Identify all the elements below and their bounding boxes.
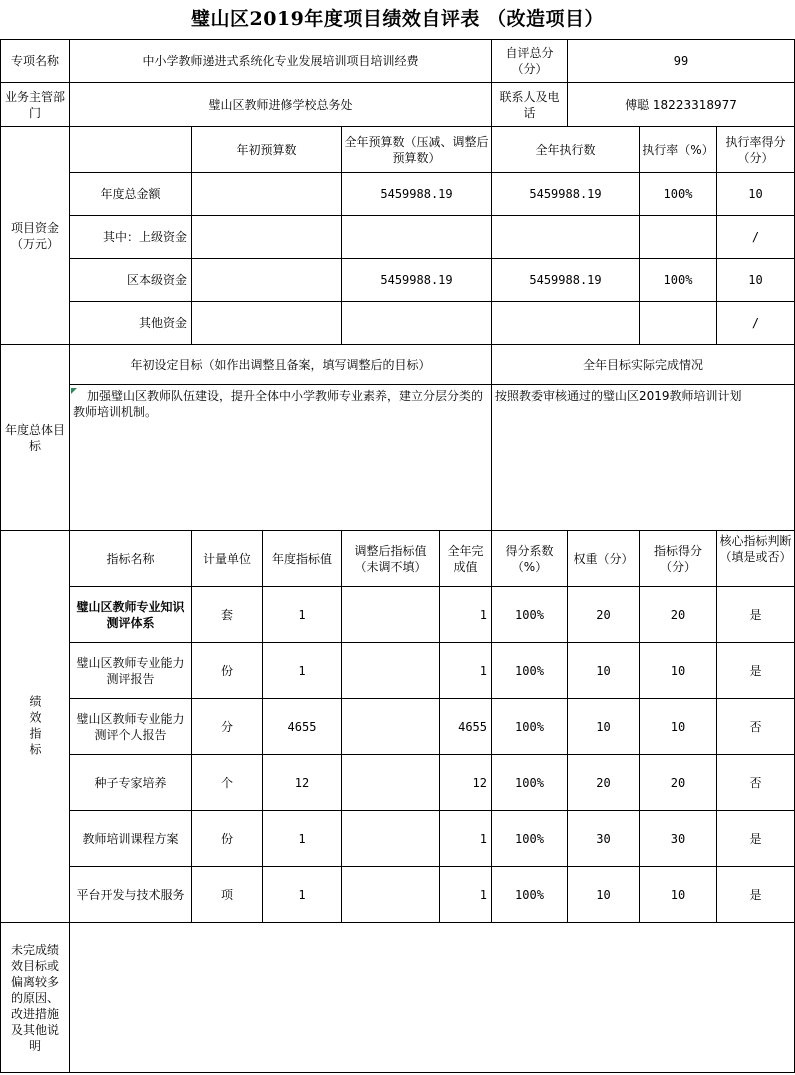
ind-row-core: 是 (717, 587, 795, 643)
ind-row-target: 1 (263, 867, 342, 923)
funds-header-rate: 执行率（%） (640, 127, 717, 173)
project-name-value: 中小学教师递进式系统化专业发展培训项目培训经费 (70, 39, 492, 83)
ind-row-actual: 4655 (440, 699, 492, 755)
ind-row-coef: 100% (492, 755, 568, 811)
ind-row-core: 是 (717, 643, 795, 699)
ind-row-actual: 1 (440, 867, 492, 923)
funds-header-executed: 全年执行数 (492, 127, 640, 173)
ind-row-name: 璧山区教师专业知识测评体系 (70, 587, 192, 643)
ind-row-actual: 1 (440, 587, 492, 643)
cell-comment-marker (71, 388, 77, 394)
ind-header-adjusted: 调整后指标值（未调不填） (342, 531, 440, 587)
ind-row-name: 教师培训课程方案 (70, 811, 192, 867)
ind-row-weight: 20 (568, 587, 640, 643)
ind-row-core: 是 (717, 811, 795, 867)
ind-row-name: 种子专家培养 (70, 755, 192, 811)
ind-row-coef: 100% (492, 643, 568, 699)
funds-row-executed (492, 302, 640, 345)
ind-row-coef: 100% (492, 811, 568, 867)
funds-row-score: / (717, 216, 795, 259)
funds-header-score: 执行率得分（分） (717, 127, 795, 173)
ind-row-unit: 分 (192, 699, 263, 755)
funds-row-annual: 5459988.19 (342, 173, 492, 216)
funds-header-initial: 年初预算数 (192, 127, 342, 173)
remarks-label: 未完成绩效目标或偏离较多的原因、改进措施及其他说明 (0, 923, 70, 1073)
ind-row-adjusted (342, 811, 440, 867)
ind-row-actual: 12 (440, 755, 492, 811)
ind-row-core: 否 (717, 755, 795, 811)
ind-row-name: 平台开发与技术服务 (70, 867, 192, 923)
funds-row-annual: 5459988.19 (342, 259, 492, 302)
ind-row-weight: 30 (568, 811, 640, 867)
ind-row-actual: 1 (440, 811, 492, 867)
funds-row-label: 其中：上级资金 (70, 216, 192, 259)
ind-row-target: 1 (263, 811, 342, 867)
ind-header-actual: 全年完成值 (440, 531, 492, 587)
funds-row-executed: 5459988.19 (492, 173, 640, 216)
contact-value: 傅聪 18223318977 (568, 83, 795, 127)
funds-row-label: 区本级资金 (70, 259, 192, 302)
ind-header-unit: 计量单位 (192, 531, 263, 587)
ind-row-core: 否 (717, 699, 795, 755)
ind-row-target: 12 (263, 755, 342, 811)
goals-initial-text: 加强璧山区教师队伍建设，提升全体中小学教师专业素养，建立分层分类的教师培训机制。 (70, 385, 492, 531)
goals-actual-header: 全年目标实际完成情况 (492, 345, 795, 385)
ind-row-actual: 1 (440, 643, 492, 699)
ind-row-weight: 10 (568, 867, 640, 923)
funds-row-initial (192, 216, 342, 259)
ind-row-unit: 份 (192, 643, 263, 699)
goals-section-label: 年度总体目标 (0, 345, 70, 531)
dept-value: 璧山区教师进修学校总务处 (70, 83, 492, 127)
funds-row-label: 其他资金 (70, 302, 192, 345)
page-title: 璧山区2019年度项目绩效自评表 （改造项目） (191, 8, 604, 30)
funds-row-initial (192, 259, 342, 302)
indicators-section-label (0, 531, 70, 923)
self-score-value: 99 (568, 39, 795, 83)
ind-row-score: 20 (640, 587, 717, 643)
ind-row-target: 1 (263, 643, 342, 699)
ind-header-target: 年度指标值 (263, 531, 342, 587)
funds-row-score: 10 (717, 173, 795, 216)
ind-row-score: 10 (640, 643, 717, 699)
contact-label: 联系人及电话 (492, 83, 568, 127)
ind-row-adjusted (342, 755, 440, 811)
goals-initial-header: 年初设定目标（如作出调整且备案，填写调整后的目标） (70, 345, 492, 385)
ind-row-adjusted (342, 867, 440, 923)
ind-row-score: 30 (640, 811, 717, 867)
ind-row-coef: 100% (492, 699, 568, 755)
funds-row-rate (640, 216, 717, 259)
funds-row-annual (342, 216, 492, 259)
ind-header-name: 指标名称 (70, 531, 192, 587)
ind-row-name: 璧山区教师专业能力测评个人报告 (70, 699, 192, 755)
ind-row-core: 是 (717, 867, 795, 923)
ind-row-weight: 20 (568, 755, 640, 811)
funds-row-rate (640, 302, 717, 345)
ind-row-target: 1 (263, 587, 342, 643)
funds-section-label: 项目资金（万元） (0, 127, 70, 345)
funds-row-score: / (717, 302, 795, 345)
ind-row-coef: 100% (492, 587, 568, 643)
ind-row-coef: 100% (492, 867, 568, 923)
funds-row-initial (192, 173, 342, 216)
funds-header-annual: 全年预算数（压减、调整后预算数） (342, 127, 492, 173)
project-name-label: 专项名称 (0, 39, 70, 83)
ind-row-name: 璧山区教师专业能力测评报告 (70, 643, 192, 699)
goals-actual-text: 按照教委审核通过的璧山区2019教师培训计划 (492, 385, 795, 531)
ind-row-target: 4655 (263, 699, 342, 755)
ind-row-adjusted (342, 587, 440, 643)
ind-row-unit: 项 (192, 867, 263, 923)
funds-row-executed: 5459988.19 (492, 259, 640, 302)
self-score-label: 自评总分（分） (492, 39, 568, 83)
ind-header-core: 核心指标判断（填是或否） (717, 531, 795, 587)
ind-header-weight: 权重（分） (568, 531, 640, 587)
remarks-text (70, 923, 795, 1073)
ind-row-score: 10 (640, 867, 717, 923)
ind-row-adjusted (342, 699, 440, 755)
ind-row-score: 10 (640, 699, 717, 755)
dept-label: 业务主管部门 (0, 83, 70, 127)
indicators-section-label-text: 绩效指标 (28, 694, 42, 759)
ind-row-unit: 套 (192, 587, 263, 643)
funds-row-annual (342, 302, 492, 345)
funds-header-blank (70, 127, 192, 173)
ind-row-weight: 10 (568, 643, 640, 699)
ind-row-unit: 份 (192, 811, 263, 867)
funds-row-initial (192, 302, 342, 345)
ind-row-unit: 个 (192, 755, 263, 811)
funds-row-rate: 100% (640, 259, 717, 302)
ind-header-coef: 得分系数（%） (492, 531, 568, 587)
funds-row-label: 年度总金额 (70, 173, 192, 216)
ind-row-score: 20 (640, 755, 717, 811)
ind-row-weight: 10 (568, 699, 640, 755)
ind-header-score: 指标得分（分） (640, 531, 717, 587)
funds-row-executed (492, 216, 640, 259)
funds-row-rate: 100% (640, 173, 717, 216)
ind-row-adjusted (342, 643, 440, 699)
funds-row-score: 10 (717, 259, 795, 302)
